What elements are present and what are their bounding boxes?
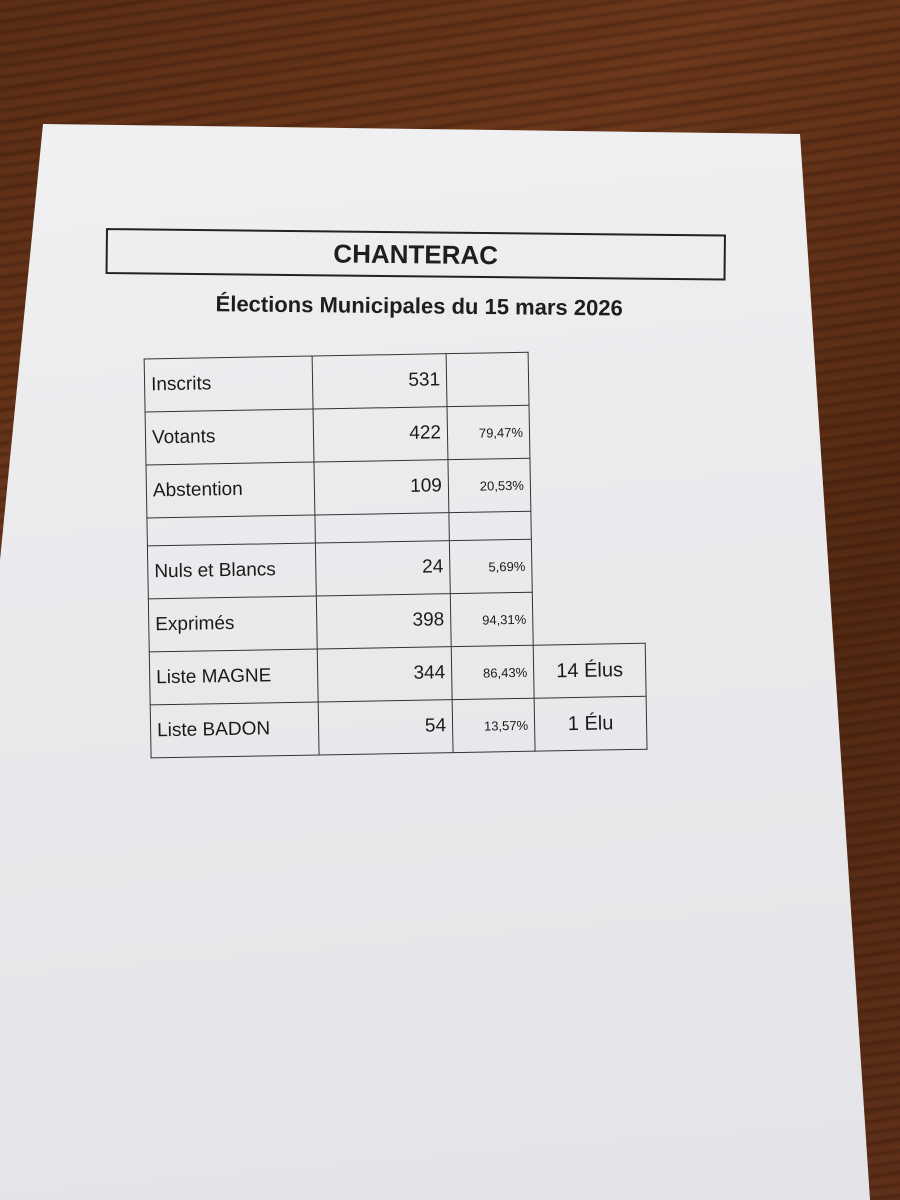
commune-title: CHANTERAC [106,228,726,280]
row-count: 422 [313,407,448,462]
election-subtitle: Élections Municipales du 15 mars 2026 [215,291,623,321]
row-label: Abstention [146,462,315,518]
row-label: Exprimés [148,596,317,652]
empty-cell [531,509,643,539]
empty-cell [528,350,641,405]
results-table [144,350,648,759]
row-label: Votants [145,409,314,465]
row-count: 531 [312,354,447,409]
list-seats: 1 Élu [534,696,647,751]
table-row [148,590,645,652]
empty-cell [529,403,642,458]
row-percent [446,352,529,406]
row-percent: 20,53% [448,458,531,512]
empty-cell [530,456,643,511]
row-percent: 94,31% [450,592,533,646]
empty-cell [147,515,315,546]
list-label: Liste BADON [150,702,319,758]
list-count: 344 [317,647,452,702]
row-label: Nuls et Blancs [147,543,316,599]
list-row [149,643,646,705]
list-label: Liste MAGNE [149,649,318,705]
empty-cell [449,511,531,540]
empty-cell [315,513,449,543]
list-count: 54 [318,700,453,755]
list-percent: 13,57% [452,698,535,752]
table-row [147,537,644,599]
row-count: 398 [316,594,451,649]
table-row [144,350,641,412]
row-percent: 5,69% [449,539,532,593]
list-percent: 86,43% [451,645,534,699]
document-content [99,228,740,742]
empty-cell [531,537,644,592]
row-label: Inscrits [144,356,313,412]
row-percent: 79,47% [447,405,530,459]
list-seats: 14 Élus [533,643,646,698]
empty-cell [532,590,645,645]
table-row [145,403,642,465]
row-count: 24 [315,541,450,596]
row-count: 109 [314,460,449,515]
list-row [150,696,647,758]
table-row [146,456,643,518]
